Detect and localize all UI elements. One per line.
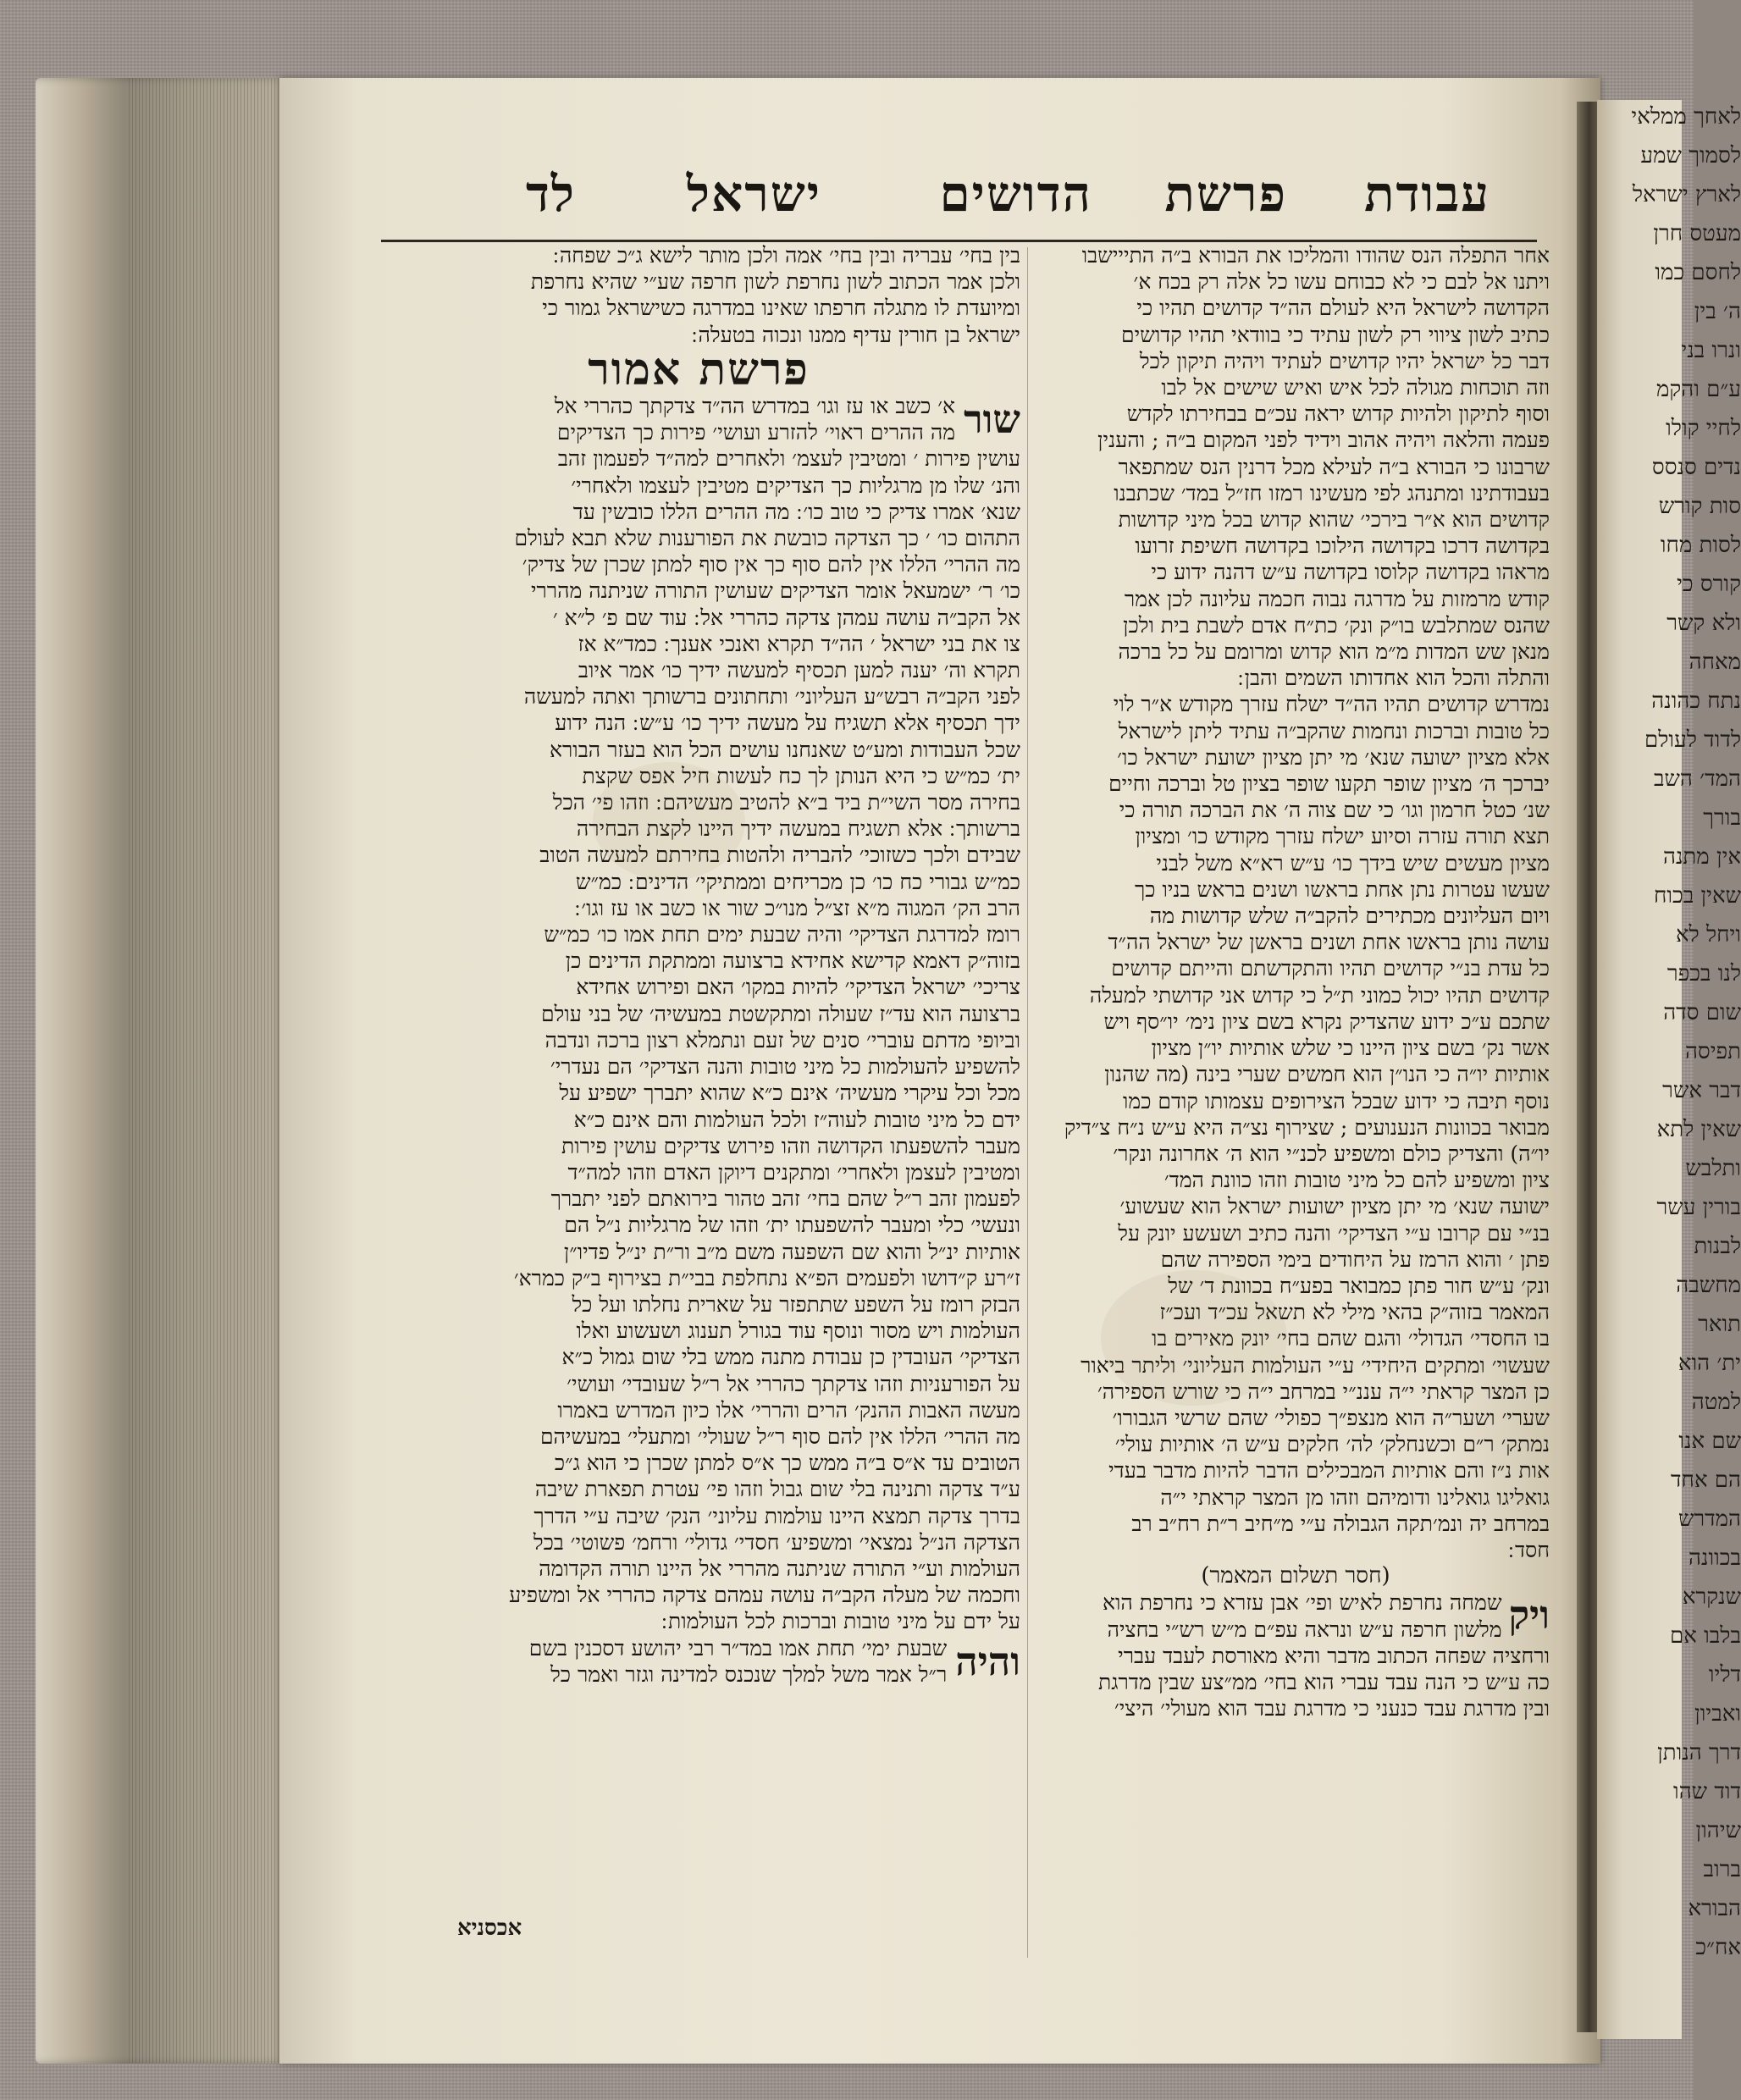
- text-line: בנ״י עם קרובו ע״י הצדיקי׳ והנה כתיב ושעשע יונק על: [1118, 1220, 1550, 1246]
- right-page-text-fragment: בכוונה: [1688, 1545, 1741, 1571]
- text-line: שמחה נחרפת לאיש ופי׳ אבן עזרא כי נחרפת הוא: [1103, 1590, 1502, 1616]
- right-page-text-fragment: נתח כהונה: [1651, 688, 1741, 714]
- right-page-text-fragment: לחיי קולו: [1666, 416, 1741, 441]
- right-page-text-fragment: המד׳ השב: [1653, 766, 1741, 792]
- text-line: ע״ד צדקה ותנינה בלי שום גבול וזהו פי׳ עטרת תפארת שיבה: [534, 1477, 1020, 1502]
- text-line: ומטיבין לעצמן ולאחרי׳ ומתקנים דיוקן האדם וזהו למה״ד: [567, 1159, 1020, 1185]
- text-line: על הפורעניות וזהו צדקתך כהררי אל ר״ל שעובדי׳ ועושי׳: [567, 1371, 1020, 1396]
- text-line: נוסף תיבה כי ידוע שבכל הצירופים עצמותו קודם כמו: [1123, 1088, 1550, 1114]
- text-line: שרבונו כי הבורא ב״ה לעילא מכל דרנין הנס שמתפאר: [1118, 454, 1550, 479]
- text-line: בחירה מסר השי״ת ביד ב״א להטיב מעשיהם ׃ וזהו פי׳ הכל: [552, 790, 1020, 815]
- text-line: תצא תורה עזרה וסיוע ישלח עזרך מקודש כו׳ ומציון: [1135, 824, 1550, 849]
- text-line: מה ההרי׳ הללו אין להם סוף ר״ל שעולי׳ ומתעלי׳ במעשיהם: [539, 1423, 1020, 1449]
- text-line: הרב הק׳ המגוה מ״א זצ״ל מנו״כ שור או כשב או עז וגו׳ ׃: [574, 895, 1020, 920]
- opening-word: שור: [964, 396, 1020, 443]
- right-page-text-fragment: ית׳ הוא: [1677, 1351, 1741, 1376]
- right-page-text-fragment: הבורא: [1688, 1896, 1741, 1921]
- text-line: פעמה והלאה ויהיה אהוב וידיד לפני המקום ב״ה ; והענין: [1097, 428, 1550, 453]
- text-line: הצדיקי׳ העובדין כן עבודת מתנה ממש בלי שום גמול כ״א: [561, 1345, 1020, 1370]
- text-line: בו החסדי׳ הגדולי׳ והגם שהם בחי׳ יונק מאירים בו: [1151, 1326, 1550, 1351]
- right-page-text-fragment: ואביון: [1694, 1701, 1741, 1727]
- text-line: אשר נק׳ בשם ציון היינו כי שלש אותיות יו״ן מציון: [1151, 1036, 1550, 1061]
- text-line: ז״רע ק״דושו ולפעמים הפ״א נתחלפת בבי״ת בצירוף ב״ק כמרא׳: [513, 1265, 1020, 1290]
- text-line: מכל וכל עיקרי מעשיה׳ אינם כ״א שהוא יתברך ישפיע על: [559, 1080, 1020, 1106]
- running-header: [440, 165, 1490, 241]
- text-line: מעשה האבות ההנק׳ הרים והררי׳ אלו כיון המדרש באמרו: [557, 1397, 1020, 1423]
- text-line: ויתנו אל לבם כי לא כבוחם עשו כל אלה רק בכח א׳: [1133, 269, 1550, 295]
- text-line: ונק׳ ע״ש חור פתן כמבואר בפע״ח בכוונת ד׳ של: [1168, 1273, 1550, 1298]
- text-line: א׳ כשב או עז וגו׳ במדרש הה״ד צדקתך כהררי אל: [554, 394, 956, 419]
- right-page-text-fragment: לארץ ישראל: [1632, 182, 1741, 207]
- text-line: נמתק׳ ר״ם וכשנחלק׳ לה׳ חלקים ע״ש ה׳ אותיות עולי׳: [1114, 1432, 1550, 1457]
- text-line: ונעשי׳ כלי ומעבר להשפעתו ית׳ וזהו של מרגליות נ״ל הם: [564, 1213, 1020, 1238]
- text-line: שנ׳ כטל חרמון וגו׳ כי שם צוה ה׳ את הברכה תורה כי: [1119, 798, 1550, 823]
- text-line: חסד ׃: [1508, 1537, 1550, 1562]
- header-word: ישראל: [686, 165, 821, 223]
- right-page-text-fragment: מעטס חרן: [1653, 221, 1741, 246]
- text-line: שבעת ימי׳ תחת אמו במד״ר רבי יהושע דסכנין בשם: [528, 1635, 948, 1661]
- text-line: רומז למדרגת הצדיקי׳ והיה שבעת ימים תחת אמו כו׳ כמ״ש: [544, 922, 1020, 948]
- right-page-text-fragment: שאין בכוח: [1654, 883, 1741, 909]
- right-page-text-fragment: שם אנו: [1678, 1429, 1741, 1454]
- section-title: פרשת אמור: [588, 343, 810, 395]
- text-line: אחר התפלה הנס שהודו והמליכו את הבורא ב״ה התייישבו: [1081, 243, 1550, 268]
- right-page-text-fragment: ונרו בני: [1681, 338, 1741, 363]
- text-line: שעשוי׳ ומתקים היחידי׳ ע״י העולמות העליוני׳ וליתר ביאור: [1081, 1352, 1550, 1378]
- text-line: שבידם ולכך כשזוכי׳ להבריה ולהטות בחירתם למעשה הטוב: [539, 843, 1020, 868]
- text-line: ישראל בן חורין עדיף ממנו ונכוה בטעלה ׃: [691, 322, 1020, 347]
- column-divider: [1027, 247, 1028, 1958]
- right-page-text-fragment: ברוב: [1703, 1857, 1741, 1882]
- paper-stain: [593, 762, 745, 881]
- text-line: אותיות יו״ה כי הנו״ן הוא חמשים שערי בינה (מה שהנון: [1104, 1062, 1550, 1087]
- right-page-text-fragment: לבנות: [1694, 1234, 1741, 1259]
- text-line: וסוף לתיקון ולהיות קדוש יראה עכ״ם בבחירתו לקדש: [1126, 401, 1550, 427]
- page-number: לד: [525, 165, 576, 223]
- right-page-text-fragment: לסות מחו: [1660, 533, 1741, 558]
- text-line: צו את בני ישראל ׳ הה״ד תקרא ואנכי אענך ׃ כמד״א אז: [578, 631, 1020, 656]
- right-page-text-fragment: מאחה: [1688, 649, 1741, 675]
- text-line: ר״ל אמר משל למלך שנכנס למדינה וגזר ואמר כל: [550, 1661, 948, 1687]
- text-line: בין בחי׳ עבריה ובין בחי׳ אמה ולכן מותר לישא ג״כ שפחה ׃: [552, 243, 1020, 268]
- text-line: שכל העבודות ומע״ט שאנחנו עושים הכל הוא בעזר הבורא: [550, 737, 1020, 762]
- right-page-text-fragment: המדרש: [1677, 1506, 1741, 1532]
- text-line: מנאן שש המדות מ״מ הוא קדוש ומרומם על כל ברכה: [1118, 639, 1550, 665]
- right-page-text-fragment: ולא קשר: [1666, 611, 1741, 636]
- text-line: ומיועדת לו מתגלה חרפתו שאינו במדרגה כשישראל גמור כי: [542, 296, 1020, 321]
- right-page-text-fragment: שום סדה: [1663, 1000, 1741, 1025]
- right-page-text-fragment: קורס כי: [1677, 572, 1741, 597]
- text-line: ויום העליונים מכתירים להקב״ה שלש קדושות מה: [1149, 904, 1550, 929]
- right-page-text-fragment: מחשבה: [1676, 1273, 1741, 1298]
- right-page-text-fragment: תפיסה: [1684, 1039, 1741, 1064]
- text-line: מעבר להשפעתו הקדושה וזהו פירוש צדיקים עושין פירות: [561, 1133, 1020, 1158]
- right-page-text-fragment: שיהון: [1695, 1818, 1741, 1843]
- text-line: מה ההרי׳ הללו אין להם סוף כך אין סוף למתן שכרן של צדיק׳: [522, 552, 1020, 578]
- text-line: תקרא וה׳ יענה למען תכסיף למעשה ידיך כו׳ אמר איוב: [578, 658, 1020, 683]
- text-line: אות נ״ז והם אותיות המבכילים הדבר להיות מדבר בעדי: [1108, 1458, 1550, 1484]
- text-line: ורחציה שפחה הכתוב מדבר והיא מאורסת לעבד עברי: [1118, 1643, 1550, 1668]
- right-page-text-fragment: בלבו אם: [1670, 1623, 1741, 1649]
- text-line: ית׳ כמ״ש כי היא הנותן לך כח לעשות חיל אפס שקצת: [582, 763, 1020, 788]
- right-page-text-fragment: שנקרא: [1682, 1584, 1741, 1610]
- text-line: והתלה והכל הוא אחדותו השמים והבן ׃: [1237, 666, 1550, 691]
- right-page-text-fragment: שאין לתא: [1656, 1117, 1741, 1142]
- paper-stain: [1101, 1270, 1287, 1406]
- text-line: פתן ׳ והוא הרמז על היחודים בימי הספירה שהם: [1160, 1246, 1550, 1272]
- right-page-text-fragment: אח״כ: [1695, 1935, 1741, 1960]
- text-line: בקדושה דרכו בקדושה הילוכו בקדושה חשיפת זרועו: [1135, 533, 1550, 559]
- text-line: ברצועה הוא עד״ז שעולה ומתקשטת במעשיה׳ של בני עולם: [541, 1001, 1020, 1026]
- right-page-text-fragment: תואר: [1698, 1312, 1741, 1337]
- text-line: הקדושה לישראל היא לעולם הה״ד קדושים תהיו כי: [1136, 296, 1550, 321]
- text-line: יברכך ה׳ מציון שופר תקעו שופר בציון טל וברכה וחיים: [1108, 771, 1550, 797]
- text-line: כתיב לשון ציווי רק לשון עתיד כי בוודאי תהיו קדושים: [1121, 322, 1550, 347]
- left-text-column: [377, 242, 1020, 1936]
- right-page-text-fragment: לנו בכפר: [1666, 961, 1741, 986]
- catchword: אכסניא: [457, 1915, 522, 1941]
- right-page-text-fragment: למטה: [1691, 1390, 1741, 1415]
- text-line: צריכי׳ ישראל הצדיקי׳ להיות במקו׳ האם ופירוש אחידא: [576, 975, 1020, 1000]
- text-line: וחכמה של מעלה הקב״ה עושה עמהם צדקה כהררי אל ומשפיע: [509, 1583, 1020, 1608]
- text-line: על ידם על מיני טובות וברכות לכל העולמות ׃: [661, 1609, 1020, 1634]
- text-line: שערי׳ ושער״ה הוא מנצפ״ך כפולי׳ שהם שרשי הגבורו׳: [1112, 1405, 1550, 1430]
- right-page-text-fragment: לסמוך שמע: [1640, 143, 1741, 169]
- text-line: ישועה שנא׳ מי יתן מציון ישועות ישראל הוא שעשוע׳: [1119, 1194, 1550, 1219]
- right-text-column: [1042, 242, 1550, 1970]
- text-line: העולמות ויש מסור ונוסף עוד בגורל תענוג ושעשוע ואלו: [576, 1318, 1020, 1344]
- text-line: והנ׳ שלו מן מרגליות כך הצדיקים מטיבין לעצמו ולאחרי׳: [571, 472, 1020, 498]
- right-page-text-fragment: ויחל לא: [1675, 922, 1741, 948]
- text-line: וביופי מדתם עוברי׳ סנים של זעם ונתמלא רצון ברכה ונדבה: [544, 1027, 1020, 1053]
- text-line: לפעמון זהב ר״ל שהם בחי׳ זהב טהור בירואתם לפני יתברך: [550, 1186, 1020, 1212]
- text-line: התהום כו׳ ׳ כך הצדקה כובשת את הפורענות שלא תבא לעולם: [514, 526, 1020, 551]
- text-line: בדרך צדקה תמצא היינו עולמות עליוני׳ הנק׳ שיבה ע״י הדרך: [533, 1503, 1020, 1528]
- text-line: אל הקב״ה עושה עמהן צדקה כהררי אל ׃ עוד שם פ׳ ל״א ׳: [552, 605, 1020, 630]
- page-edges: [36, 78, 290, 2064]
- text-line: במרחב יה ונמ׳תקה הגבולה ע״י מ״חיב ר״ת רח״ב רב: [1131, 1511, 1550, 1536]
- text-line: הטובים עד א״ס ב״ה ממש כך א״ס למתן שכרן כי הוא ג״כ: [554, 1451, 1020, 1476]
- right-page-text-fragment: דבר אשר: [1662, 1078, 1741, 1103]
- text-line: בעבודתינו ומתנהג לפי מעשינו רמזו חז״ל במד׳ שכתבנו: [1114, 480, 1550, 506]
- text-line: כמ״ש גבורי כח כו׳ כן מכריחים וממתיקי׳ הדינים ׃ כמ״ש: [575, 869, 1020, 894]
- text-line: ציון ומשפיע להם כל מיני טובות וזהו כוונת המד׳: [1163, 1168, 1550, 1193]
- text-line: כל עדת בנ״י קדושים תהיו והתקדשתם והייתם קדושים: [1111, 956, 1550, 981]
- text-line: כל טובות וברכות ונחמות שהקב״ה עתיד ליתן לישראל: [1118, 718, 1550, 743]
- right-page-text-fragment: דוד שהו: [1673, 1779, 1741, 1804]
- closing-word: והיה: [955, 1638, 1020, 1684]
- text-line: שהנס שמתלבש בו״ק ונק׳ כת״ח אדם לשבת בית ולכן: [1123, 612, 1550, 638]
- text-line: מלשון חרפה ע״ש ונראה עפ״ם מ״ש רש״י בחציה: [1107, 1616, 1502, 1642]
- text-line: כה ע״ש כי הנה עבד עברי הוא בחי׳ ממ״צע שבין מדרגת: [1098, 1669, 1550, 1694]
- text-line: ברשותך ׃ אלא תשגיח במעשה ידיך היינו לקצת הבחירה: [576, 816, 1020, 842]
- right-page-text-fragment: הם אחד: [1671, 1467, 1741, 1493]
- right-page-text-fragment: בורין עשר: [1656, 1195, 1741, 1220]
- text-line: ידם כל מיני טובות לעוה״ז ולכל העולמות והם אינם כ״א: [573, 1107, 1020, 1132]
- right-page-text-fragment: לחסם כמו: [1655, 260, 1741, 285]
- text-line: מה ההרים ראוי׳ להזרע ועושי׳ פירות כך הצדיקים: [556, 420, 956, 445]
- header-word: הדושים: [939, 165, 1092, 223]
- text-line: ובין מדרגת עבד כנעני כי מדרגת עבד הוא מעולי׳ היצי׳: [1114, 1696, 1550, 1721]
- text-line: דבר כל ישראל יהיו קדושים לעתיד ויהיה תיקון לכל: [1139, 348, 1550, 373]
- text-line: מבואר בכוונות הנענועים ; שצירוף נצ״ה היא ע״ש נ״ח צ״דיק: [1064, 1114, 1550, 1140]
- text-line: הצדקה הנ״ל נמצאי׳ ומשפיע׳ חסדי׳ גדולי׳ ורחמ׳ פשוטי׳ בכל: [533, 1529, 1020, 1555]
- text-line: אלא מציון ישועה שנא׳ מי יתן מציון ישועת ישראל כו׳: [1117, 744, 1550, 770]
- text-line: לפני הקב״ה רבש״ע העליוני׳ ותחתונים ברשותך ואתה למעשה: [523, 684, 1020, 710]
- text-line: שנא׳ אמרו צדיק כי טוב כו׳ ׃ מה ההרים הללו כובשין עד: [572, 499, 1020, 524]
- text-line: ולכן אמר הכתוב לשון נחרפת לשון חרפה שע״י שהיא נחרפת: [530, 269, 1020, 295]
- text-line: כן המצר קראתי י״ה עננ״י במרחב י״ה כי שורש הספירה׳: [1097, 1379, 1550, 1404]
- right-page-fragment: [1597, 100, 1741, 2039]
- right-page-text-fragment: נדים סנסס: [1651, 455, 1741, 480]
- right-page-text-fragment: אין מתנה: [1663, 844, 1741, 870]
- text-line: קודש מרמזות על מדרגה נבוה חכמה עליונה לכן אמר: [1124, 586, 1550, 611]
- text-line: נמדרש קדושים תהיו הה״ד ישלח עזרך מקודש א״ר לוי: [1113, 692, 1550, 717]
- text-line: מציון מעשים שיש בידך כו׳ ע״ש רא״א משל לבני: [1156, 850, 1550, 876]
- right-page-text-fragment: דרך הנותן: [1657, 1740, 1741, 1766]
- text-line: המאמר בזוה״ק בהאי מילי לא תשאל עכ״ד ועכ״ז: [1159, 1300, 1550, 1325]
- text-line: שתכם ע״כ ידוע שהצדיק נקרא בשם ציון נימ׳ יו״סף ויש: [1103, 1009, 1550, 1034]
- text-line: בזוה״ק דאמא קדישא אחידא ברצועה וממתקת הדינים כן: [565, 948, 1020, 974]
- right-page-text-fragment: ה׳ בין: [1694, 299, 1741, 324]
- lead-word: ויק: [1508, 1592, 1550, 1639]
- right-page-text-fragment: לאחך ממלאי: [1631, 104, 1741, 130]
- header-word: עבודת: [1364, 165, 1490, 223]
- text-line: ידך תכסיף אלא תשגיח על מעשה ידיך כו׳ ע״ש ׃ הנה ידוע: [555, 710, 1020, 736]
- footnote-heading: (חסר תשלום המאמר): [1201, 1563, 1390, 1589]
- text-line: קדושים תהיו יכול כמוני ת״ל כי קדוש אני קדושתי למעלה: [1089, 982, 1550, 1008]
- header-word: פרשת: [1164, 165, 1287, 223]
- text-line: כו׳ ר׳ ישמעאל אומר הצדיקים שעושין התורה שניתנה מהררי: [530, 578, 1020, 604]
- text-line: אותיות ינ״ל והוא שם השפעה משם מ״ב ור״ת ינ״ל פדיו״ן: [563, 1239, 1020, 1264]
- right-page-text-fragment: בורך: [1703, 805, 1741, 831]
- right-page-text-fragment: דליו: [1708, 1662, 1741, 1688]
- text-line: הבזק רומז על השפע שתתפזר על שארית נחלתו ועל כל: [572, 1291, 1020, 1317]
- right-page-text-fragment: ע״ם והקמ: [1655, 377, 1741, 402]
- text-line: שעשו עטרות נתן אחת בראשו ושנים בראש בניו כך: [1135, 876, 1550, 902]
- right-page-text-fragment: ותלבש: [1685, 1156, 1741, 1181]
- text-line: מראהו בקדושה קלוסו בקדושה ע״ש דהנה ידוע כי: [1151, 560, 1550, 585]
- text-line: וזה תוכחות מגולה לכל איש ואיש שישים אל לבו: [1161, 375, 1550, 401]
- right-page-text-fragment: סות קורש: [1658, 494, 1741, 519]
- text-line: עושין פירות ׳ ומטיבין לעצמ׳ ולאחרים למה״ד לפעמון זהב: [557, 446, 1020, 472]
- right-page-text-fragment: לדוד לעולם: [1644, 727, 1741, 753]
- text-line: קדושים הוא א״ר בירכי׳ שהוא קדוש בכל מיני קדושות: [1118, 507, 1550, 533]
- text-line: עושה נותן בראשו אחת ושנים בראשן של ישראל הה״ד: [1108, 930, 1550, 955]
- text-line: להשפיע להעולמות כל מיני טובות והנה הצדיקי׳ הם נעדרי׳: [550, 1054, 1020, 1080]
- text-line: העולמות וע״י התורה שניתנה מהררי אל היינו תורה הקדומה: [539, 1556, 1020, 1581]
- text-line: גואליגו גואלינו ודומיהם וזהו מן המצר קראתי י״ה: [1160, 1484, 1550, 1510]
- text-line: יו״ה) והצדיק כולם ומשפיע לכנ״י הוא ה׳ אחרונה ונקר׳: [1113, 1141, 1550, 1166]
